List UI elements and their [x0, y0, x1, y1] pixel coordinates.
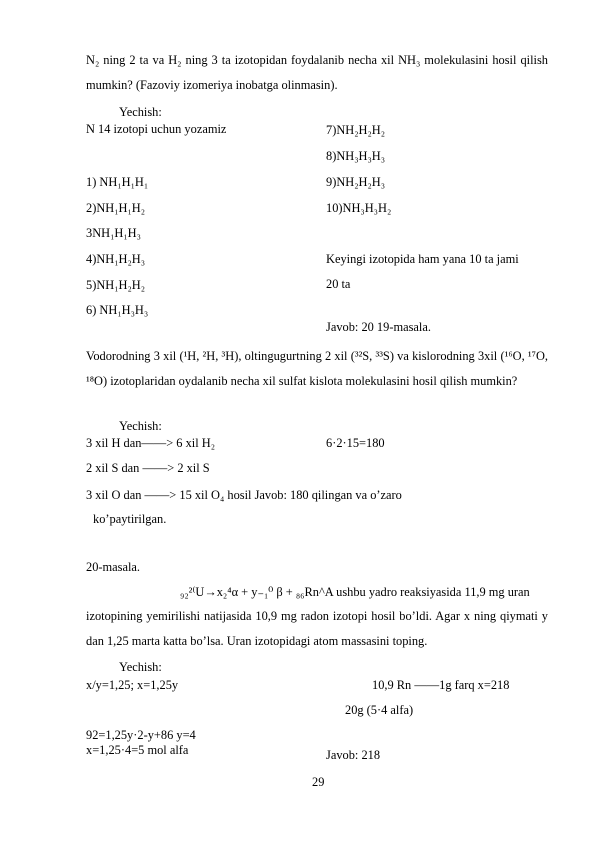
- reaction-equation: ₉₂²⁽U→x₂⁴α + y₋₁⁰ β + ₈₆Rn^A: [180, 585, 334, 599]
- problem2-line: ko’paytirilgan.: [93, 512, 167, 526]
- problem1-right-note: Keyingi izotopida ham yana 10 ta jami: [326, 252, 519, 266]
- problem1-right-item: 7)NH₂H₂H₂: [326, 123, 386, 137]
- problem3-solution-label: Yechish:: [119, 660, 162, 674]
- problem3-answer: Javob: 218: [326, 748, 381, 762]
- problem1-left-item: 6) NH₁H₃H₃: [86, 303, 149, 317]
- problem2-line: 3 xil O dan ——> 15 xil O₄ hosil Javob: 180 qilingan va o’zaro: [86, 488, 402, 502]
- problem2-line: 2 xil S dan ——> 2 xil S: [86, 461, 210, 475]
- problem1-left-item: 2)NH₁H₁H₂: [86, 201, 146, 215]
- problem1-left-item: 1) NH₁H₁H₁: [86, 175, 149, 189]
- problem1-left-item: 5)NH₁H₂H₂: [86, 278, 146, 292]
- page-number: 29: [312, 775, 325, 789]
- problem1-solution-label: Yechish:: [119, 105, 162, 119]
- problem1-answer: Javob: 20 19-masala.: [326, 320, 431, 334]
- problem1-left-item: 4)NH₁H₂H₃: [86, 252, 146, 266]
- problem2-statement: Vodorodning 3 xil (¹H, ²H, ³H), oltingugurtning 2 xil (³²S, ³³S) va kislorodning 3xil (¹⁶O, ¹⁷O, ¹⁸O) izotoplaridan oydalanib necha xil sulfat kislota molekulasini hosil qilish mumkin?: [86, 349, 548, 388]
- problem3-line: x/y=1,25; x=1,25y: [86, 678, 179, 692]
- problem1-right-item: 9)NH₂H₂H₃: [326, 175, 386, 189]
- problem3-statement-start: ushbu yadro reaksiyasida 11,9 mg uran: [333, 585, 530, 599]
- problem1-left-header: N 14 izotopi uchun yozamiz: [86, 122, 227, 136]
- problem2-line: 3 xil H dan——> 6 xil H₂: [86, 436, 216, 450]
- problem2-calculation: 6·2·15=180: [326, 436, 385, 450]
- problem1-statement: N₂ ning 2 ta va H₂ ning 3 ta izotopidan foydalanib necha xil NH₃ molekulasini hosil qilish mumkin? (Fazoviy izomeriya inobatga olinmasin).: [86, 53, 548, 92]
- problem3-calculation: 10,9 Rn ——1g farq x=218: [372, 678, 510, 692]
- problem3-first-line: [180, 584, 530, 600]
- problem3-line: x=1,25·4=5 mol alfa: [86, 743, 189, 757]
- problem2-solution-label: Yechish:: [119, 419, 162, 433]
- problem3-calculation: 20g (5·4 alfa): [345, 703, 414, 717]
- problem3-line: 92=1,25y·2-y+86 y=4: [86, 728, 196, 742]
- problem1-right-item: 8)NH₃H₃H₃: [326, 149, 386, 163]
- problem1-right-item: 10)NH₃H₃H₂: [326, 201, 392, 215]
- problem3-title: 20-masala.: [86, 560, 141, 574]
- problem3-statement: izotopining yemirilishi natijasida 10,9 mg radon izotopi hosil bo’ldi. Agar x ning qiymati y dan 1,25 marta katta bo’lsa. Uran izotopidagi atom massasini toping.: [86, 609, 548, 648]
- problem1-left-item: 3NH₁H₁H₃: [86, 226, 141, 240]
- problem1-right-note: 20 ta: [326, 277, 351, 291]
